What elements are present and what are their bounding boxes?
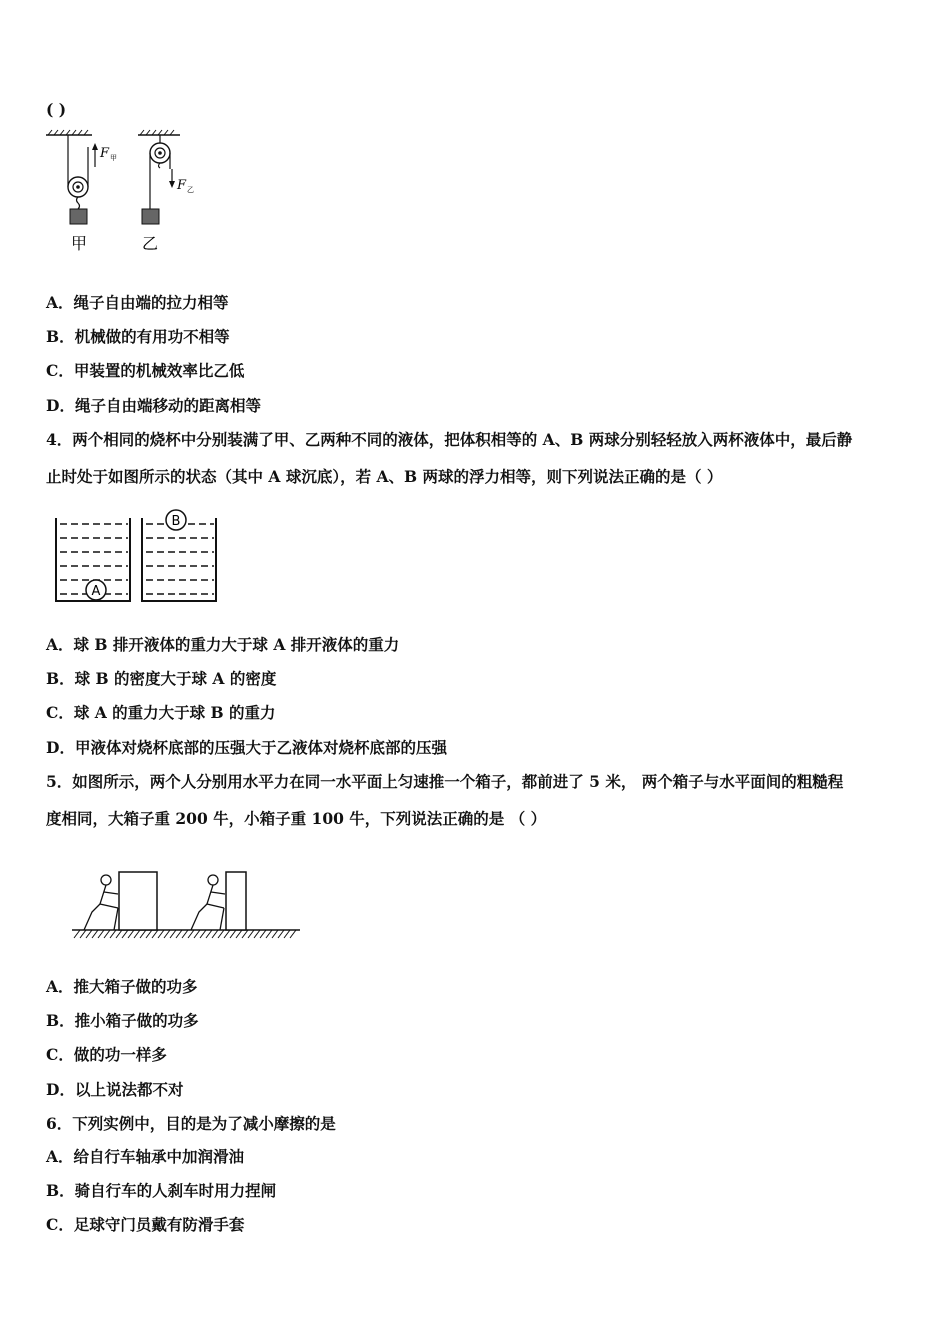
ceiling-right [138, 130, 180, 135]
ceiling-left [46, 130, 92, 135]
q5-stem-line1: 5．如图所示，两个人分别用水平力在同一水平面上匀速推一个箱子，都前进了 5 米， 两个箱子与水平面间的粗糙程 [46, 772, 844, 791]
caption-right: 乙 [142, 234, 159, 253]
force-label-left: F [100, 146, 110, 161]
force-sub-left: 甲 [110, 154, 117, 162]
q5-option-b: B．推小箱子做的功多 [46, 1011, 199, 1030]
ball-b-label: B [171, 514, 181, 529]
caption-left: 甲 [71, 234, 88, 253]
force-arrow-right [169, 169, 194, 194]
q5-option-a: A．推大箱子做的功多 [46, 977, 198, 996]
q4-option-a: A．球 B 排开液体的重力大于球 A 排开液体的重力 [46, 635, 400, 654]
pushing-boxes-diagram [70, 868, 302, 946]
q5-option-d: D．以上说法都不对 [46, 1080, 184, 1099]
fixed-pulley-right [142, 135, 170, 224]
q3-option-b: B．机械做的有用功不相等 [46, 327, 230, 346]
q3-option-a: A．绳子自由端的拉力相等 [46, 293, 229, 312]
pulley-diagram [40, 125, 220, 260]
q4-beaker-figure [52, 508, 227, 606]
force-label-right: F [177, 178, 187, 193]
q3-pulley-figure [40, 125, 220, 260]
q6-stem: 6．下列实例中，目的是为了减小摩擦的是 [46, 1114, 336, 1133]
q5-pushing-figure [70, 868, 302, 946]
q4-option-c: C．球 A 的重力大于球 B 的重力 [46, 703, 276, 722]
q4-option-d: D．甲液体对烧杯底部的压强大于乙液体对烧杯底部的压强 [46, 738, 447, 757]
small-box [226, 872, 246, 930]
beaker-left [56, 518, 130, 601]
movable-pulley-left [68, 135, 88, 224]
person-right [191, 875, 225, 930]
beaker-diagram [52, 508, 227, 606]
force-sub-right: 乙 [187, 186, 194, 194]
force-arrow-left [92, 143, 117, 167]
q4-stem-line1: 4．两个相同的烧杯中分别装满了甲、乙两种不同的液体，把体积相等的 A、B 两球分别轻轻放入两杯液体中，最后静 [46, 430, 853, 449]
q6-option-c: C．足球守门员戴有防滑手套 [46, 1215, 245, 1234]
q5-option-c: C．做的功一样多 [46, 1045, 167, 1064]
q3-answer-blank: ( ) [46, 100, 67, 119]
beaker-right [142, 510, 216, 601]
person-left [84, 875, 118, 930]
q6-option-a: A．给自行车轴承中加润滑油 [46, 1147, 245, 1166]
big-box [119, 872, 157, 930]
ground [72, 930, 300, 938]
q3-option-c: C．甲装置的机械效率比乙低 [46, 361, 245, 380]
q4-stem-line2: 止时处于如图所示的状态（其中 A 球沉底），若 A、B 两球的浮力相等，则下列说法正确的是（ ） [46, 467, 723, 486]
q5-stem-line2: 度相同，大箱子重 200 牛，小箱子重 100 牛，下列说法正确的是 （ ） [46, 809, 547, 828]
q4-option-b: B．球 B 的密度大于球 A 的密度 [46, 669, 277, 688]
ball-a-label: A [91, 584, 101, 599]
q6-option-b: B．骑自行车的人刹车时用力捏闸 [46, 1181, 277, 1200]
q3-option-d: D．绳子自由端移动的距离相等 [46, 396, 261, 415]
